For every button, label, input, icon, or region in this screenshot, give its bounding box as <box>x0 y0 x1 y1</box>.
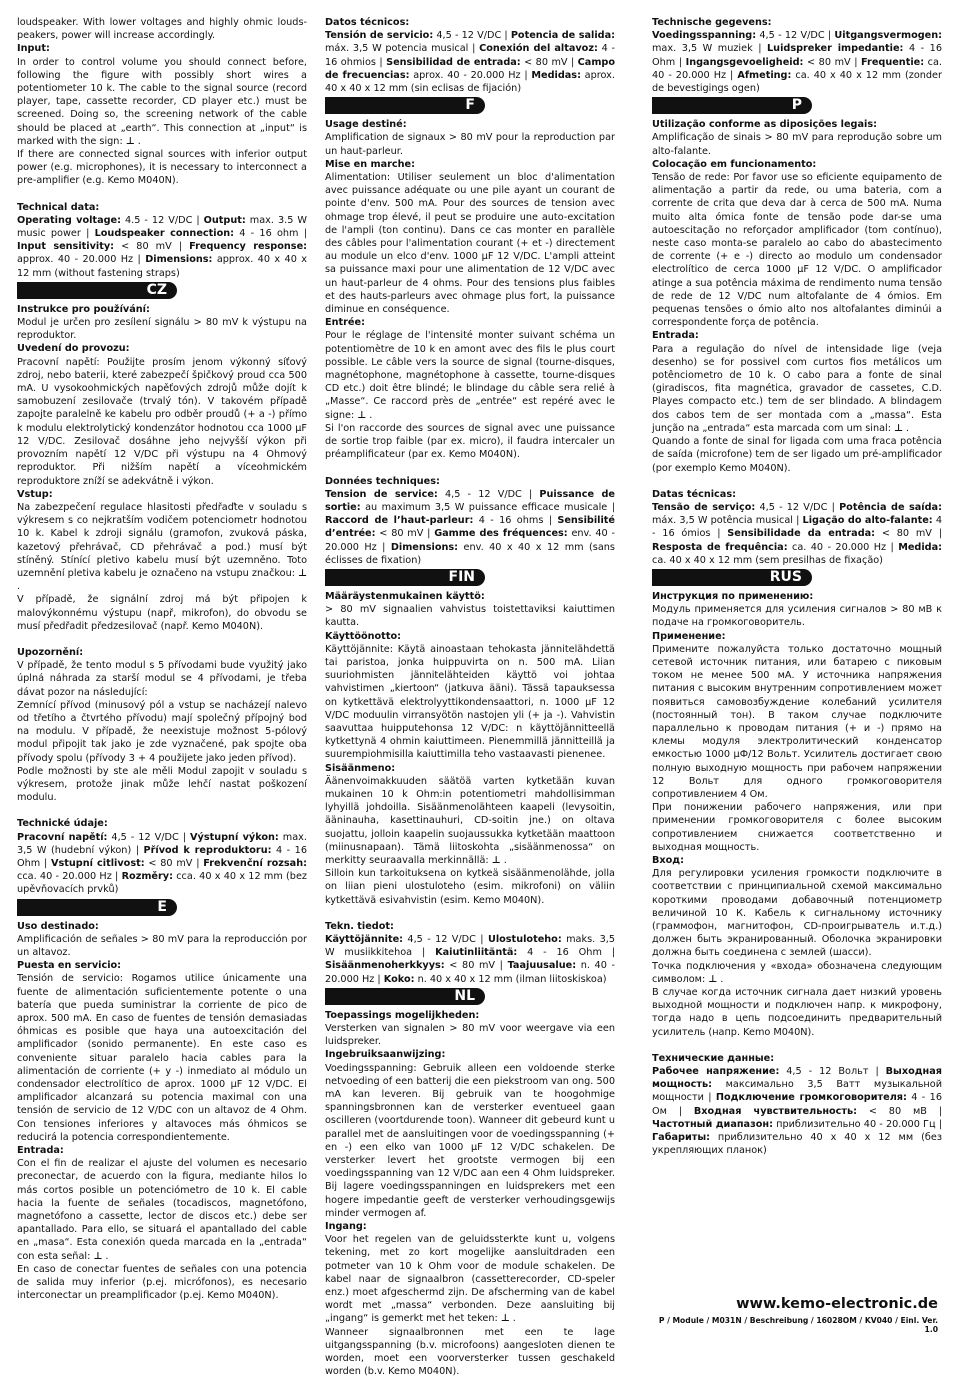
fin-input-heading: Sisäänmeno: <box>325 762 396 774</box>
spec-value: n. 40 - 20.000 Hz | <box>325 960 615 985</box>
spec-value: au maximum 3,5 W puissance efficace musicale | <box>360 501 615 513</box>
footer-document-reference: P / Module / M031N / Beschreibung / 16028OM / KV040 / Einl. Ver. 1.0 <box>658 1316 938 1334</box>
spec-key: Tensão de serviço: <box>652 501 756 513</box>
spec-value: cca. 40 x 40 x 12 mm (bez upěvňovacích prvků) <box>17 871 307 896</box>
spec-value: ca. 40 - 20.000 Hz | <box>652 56 943 81</box>
spec-value: n. 40 x 40 x 12 mm (ilman liitoskiskoa) <box>414 973 607 985</box>
spec-key: Sensibilidad de entrada: <box>386 56 521 68</box>
spec-key: Частотный диапазон: <box>652 1118 773 1130</box>
rus-run-text-1: Примените пожалуйста только достаточно мощный сетевой источник питания, или батарею с пиковым током не менее 500 мА. У источника напряжения питания с высоким внутренним сопротивлением может появиться самовозбуждение колебаний усилителя (постоянный тон). В таком случае подключите параллельно к проводам питания (+ и -) прямо на клемы модуля электролитический конденсатор емкостью 1000 µФ/12 Вольт. Усилитель достигает свою полную выходную мощность при рабочем напряжении 12 Вольт для одного громкоговорителя сопротивлением 4 Ом. <box>652 643 942 800</box>
lang-band-nl: NL <box>325 988 485 1005</box>
rus-use-heading: Инструкция по применению: <box>652 590 814 602</box>
p-use-heading: Utilização conforme as diposições legais: <box>652 119 877 131</box>
column-1 <box>17 16 307 1302</box>
lang-band-cz: CZ <box>17 282 177 299</box>
spec-key: Input sensitivity: <box>17 241 115 253</box>
p-input-text-2: Quando a fonte de sinal for ligada com uma fraca potência de saída (microfone) tem de ser ligado um pré-amplificador (por exemplo Kemo M040N). <box>652 436 942 474</box>
ground-symbol-icon: ⊥ <box>93 1250 103 1262</box>
fin-input-text-2: Silloin kun tarkoituksena on kytkeä sisäänmenolähde, jolla on liian pieni ulostuloteho (esim. mikrofoni) on väliin kytkettävä esivahvistin (esim. Kemo M040N). <box>325 868 615 906</box>
p-input-text: Para a regulação do nível de intensidade lige (veja desenho) se for possivel com curtos fios metálicos um potênciometro de 10 k. O cabo para a fonte de sinal (giradiscos, fita magnética, gravador de cassetes, C.D. Playes compacto etc.) tem de ser blindado. A blindagem dos cabos tem de ser montada com a „massa“. Esta junção na „entrada“ esta marcada com um sinal: ⊥ . <box>652 343 942 434</box>
ground-symbol-icon: ⊥ <box>357 409 367 421</box>
spec-key: Dimensions: <box>390 541 459 553</box>
spec-key: Рабочее напряжение: <box>652 1066 780 1078</box>
spec-key: Габариты: <box>652 1132 710 1144</box>
spec-value: приблизительно 40 - 20.000 Гц | <box>772 1118 942 1130</box>
spec-value: max. 3,5 W muziek | <box>652 43 767 55</box>
spec-key: Sensibilité d’entrée: <box>325 515 615 540</box>
e-run-heading: Puesta en servicio: <box>17 960 122 972</box>
e-input-text-2: En caso de conectar fuentes de señales con una potencia de salida muy inferior (p.ej. micrófonos), es necesario interconectar un preamplificador (p.ej. Kemo M040N). <box>17 1263 307 1302</box>
spec-key: Loudspeaker connection: <box>94 228 235 240</box>
f-input-heading: Entrée: <box>325 317 365 329</box>
spec-value: max. 3,5 W (hudební výkon) | <box>17 831 307 856</box>
spec-key: Gamme des fréquences: <box>434 528 568 540</box>
spec-key: Campo de frecuencias: <box>325 56 616 81</box>
ground-symbol-icon: ⊥ <box>894 422 903 434</box>
f-tech-data <box>325 488 615 567</box>
fin-use-heading: Määräystenmukainen käyttö: <box>325 590 485 602</box>
spec-key: Frequentie: <box>861 56 925 68</box>
spec-key: Resposta de frequência: <box>652 541 788 553</box>
spec-key: Operating voltage: <box>17 214 121 226</box>
spec-key: Raccord de l’haut-parleur: <box>325 515 474 527</box>
spec-key: Dimensions: <box>145 254 213 266</box>
spec-value: 4 - 16 Ом | <box>652 1092 942 1117</box>
nl-input-text: Voor het regelen van de geluidssterkte kunt u, volgens tekening, met zo kort mogelijke aansluitdraden een potmeter van 10 k Ohm voor de module schakelen. De kabel naar de signaalbron (cassetterecorder, CD-speler enz.) moet afgeschermd zijn. De afscherming van de kabel wordt met „massa“ verbonden. Deze aansluiting bij „ingang“ is gemerkt met het teken: ⊥ . <box>325 1234 615 1325</box>
en-tech-heading: Technical data: <box>17 201 100 213</box>
e-tech-heading: Datos técnicos: <box>325 17 410 28</box>
rus-tech-data <box>652 1065 942 1157</box>
ground-symbol-icon: ⊥ <box>500 1313 510 1325</box>
f-run-heading: Mise en marche: <box>325 158 416 170</box>
p-run-heading: Colocação em funcionamento: <box>652 158 817 170</box>
fin-run-text: Käyttöjännite: Käytä ainoastaan tehokasta jännitelähdettä tai paristoa, jonka huippuvirta on n. 500 mA. Liian suuriohmisten jännitelähteiden käyttö voi johtaa vahvistimen „kiertoon“ (jatkuva ääni). Tässä tapauksessa on kytkettävä elektrolyyttikondensaattori, n. 1000 µF 12 V/DC moduulin virransyötön nastojen yli (+ ja -). Vahvistin saavuttaa huipputehonsa 12 V/DC: n käyttöjännitteellä kytkettynä 4 ohmin kaiuttimeen. Pienemmillä jännitteillä ja suurempiohmisilla kaiuttimilla teho vastaavasti pienenee. <box>325 643 615 761</box>
rus-input-heading: Вход: <box>652 854 684 866</box>
p-input-heading: Entrada: <box>652 330 699 342</box>
spec-value: approx. 40 - 20.000 Hz | <box>17 254 146 266</box>
f-input-text: Pour le réglage de l'intensité monter suivant schéma un potentiomètre de 10 k en amont avec des fils le plus court possible. Le câble vers la source de signal (tourne-disques, magnétophone, magnétophone à cassette, tourne-disques CD etc.) doit être blindé; le blindage du câble sera relié à „Masse“. Ce raccord près de „entrée“ est repéré avec le signe: ⊥ . <box>325 330 615 421</box>
cz-tech-data <box>17 831 307 897</box>
ground-symbol-icon: ⊥ <box>298 567 307 579</box>
rus-run-text-2: При понижении рабочего напряжения, или при применении громкоговорителя с более высоким сопротивлением снижается соответственно и выходная мощность. <box>652 802 942 853</box>
ground-symbol-icon: ⊥ <box>125 135 135 147</box>
nl-run-text: Voedingsspanning: Gebruik alleen een voldoende sterke netvoeding of een batterij die een piekstroom van ong. 500 mA kan leveren. Bij gebruik van te hoogohmige spanningsbronnen kan de versterker eventueel gaan oscilleren (voortdurende toon). Wanneer dit gebeurd kunt u parallel met de aansluitingen voor de voedingsspanning (+ en -) een elko van 1000 µF 12 V/DC schakelen. De versterker levert het grootste vermogen bij een voedingsspanning van 12 V/DC aan een 4 Ohm luidspreker. Bij lagere voedingsspanningen en luidsprekers met een hogere impedantie geeft de versterker verhoudingsgewijs minder vermogen af. <box>325 1062 615 1219</box>
spec-value: cca. 40 - 20.000 Hz | <box>17 871 122 883</box>
spec-key: Afmeting: <box>737 69 792 81</box>
spec-key: Kaiutinliitäntä: <box>435 947 518 959</box>
spec-value: < 80 mV | <box>114 241 190 253</box>
spec-key: Ingangsgevoeligheid: <box>685 56 804 68</box>
cz-tech-heading: Technické údaje: <box>17 818 108 830</box>
spec-value: máx. 3,5 W potência musical | <box>652 515 803 527</box>
spec-key: Rozměry: <box>121 871 173 883</box>
nl-tech-heading: Technische gegevens: <box>652 17 772 28</box>
f-use-text: Amplification de signaux > 80 mV pour la reproduction par un haut-parleur. <box>325 132 615 157</box>
spec-value: < 80 мВ | <box>857 1105 943 1117</box>
cz-input-text-2: V případě, že signální zdroj má být připojen k malovýkonnému výstupu (např, mikrofon), do obvodu se musí předřadit předzesilovač (např. Kemo M040N). <box>17 594 307 632</box>
p-tech-heading: Datas técnicas: <box>652 488 736 500</box>
en-input-text: In order to control volume you should connect before, following the figure with possibly short wires a potentiometer 10 k. The cable to the signal source (record player, tape, cassette recorder, CD player etc.) must be screened. Doing so, the screening network of the cable should be placed at „earth“. This connection at „input“ is marked with the sign: ⊥ . <box>17 56 307 147</box>
ground-symbol-icon: ⊥ <box>491 854 501 866</box>
nl-input-heading: Ingang: <box>325 1221 367 1233</box>
spec-key: Выходная мощность: <box>652 1066 942 1091</box>
lang-band-f: F <box>325 97 485 114</box>
spec-key: Tensión de servicio: <box>325 30 434 42</box>
p-tech-data <box>652 501 942 567</box>
spec-key: Vstupní citlivost: <box>51 857 145 869</box>
spec-key: Входная чувствительность: <box>693 1105 858 1117</box>
lang-band-rus: RUS <box>652 569 812 586</box>
spec-value: ca. 40 - 20.000 Hz | <box>787 541 899 553</box>
spec-value: 4,5 - 12 V/DC | <box>756 30 835 42</box>
spec-value: env. 40 - 20.000 Hz | <box>325 528 615 553</box>
cz-input-text: Na zabezpečení regulace hlasitosti předřaďte v souladu s výkresem s co nejkratším vodičem potenciometr hodnotou 10 k. Kabel k zdroji signálu (gramofon, zvuková páska, kazetový přehrávač, CD přehrávač a pod.) musí být stíněný. Stínící pletivo kabelu musí být uzemněno. Toto uzemnění pletiva kabelu je označeno na vstupu značkou: ⊥ . <box>17 501 307 593</box>
e-tech-data <box>325 29 615 95</box>
column-2 <box>325 16 615 1379</box>
spec-value: maks. 3,5 W musiikkitehoa | <box>325 934 615 959</box>
rus-tech-heading: Технические данные: <box>652 1052 775 1064</box>
spec-key: Pracovní napětí: <box>17 831 108 843</box>
nl-use-heading: Toepassings mogelijkheden: <box>325 1009 480 1021</box>
spec-value: 4,5 - 12 V/DC | <box>403 934 488 945</box>
spec-value: 4 - 16 Ohm | <box>17 844 307 869</box>
cz-warning-text-1: V případě, že tento modul s 5 přívodami bude využitý jako úplná náhrada za starší modul se 4 přívodami, je třeba dávat pozor na následující: <box>17 660 307 698</box>
spec-key: Výstupní výkon: <box>190 831 279 843</box>
spec-value: 4,5 - 12 V/DC | <box>433 30 511 42</box>
spec-value: 4,5 - 12 V/DC | <box>437 488 540 500</box>
cz-use-text: Modul je určen pro zesílení signálu > 80 mV k výstupu na reproduktor. <box>17 317 307 342</box>
cz-use-heading: Instrukce pro používání: <box>17 303 150 315</box>
cz-run-heading: Uvedení do provozu: <box>17 343 130 355</box>
spec-key: Frekvenční rozsah: <box>203 857 307 869</box>
spec-key: Luidspreker impedantie: <box>767 43 904 55</box>
nl-input-text-2: Wanneer signaalbronnen met een te lage uitgangsspanning (b.v. microfoons) aangesloten dienen te worden, moet een voorversterker tussen geschakeld worden (b.v. Kemo M040N). <box>325 1326 615 1378</box>
spec-key: Подключение громкоговорителя: <box>715 1092 907 1104</box>
e-use-heading: Uso destinado: <box>17 920 99 932</box>
spec-key: Taajuusalue: <box>507 960 577 972</box>
fin-use-text: > 80 mV signaalien vahvistus toistettaviksi kaiuttimen kautta. <box>325 604 615 629</box>
spec-key: Potência de saída: <box>839 501 942 513</box>
rus-input-text-3: В случае когда источник сигнала дает низкий уровень выходной мощности и подключен напр. к микрофону, тогда надо в цепь подсоединить предварительный усилитель (напр. Kemo M040N). <box>652 987 942 1038</box>
nl-use-text: Versterken van signalen > 80 mV voor weergave via een luidspreker. <box>325 1023 615 1048</box>
rus-input-text-2: Точка подключения у «входа» обозначена следующим символом: ⊥ . <box>652 960 942 985</box>
fin-run-heading: Käyttöönotto: <box>325 630 401 642</box>
spec-value: 4 - 16 ohms | <box>473 515 558 527</box>
spec-value: < 80 mV | <box>444 960 508 972</box>
spec-value: < 80 mV | <box>144 857 204 869</box>
spec-value: 4 - 16 Ohm | <box>517 947 615 959</box>
spec-key: Koko: <box>383 973 415 985</box>
spec-key: Tension de service: <box>325 488 438 500</box>
p-use-text: Amplificação de sinais > 80 mV para reprodução sobre um alto-falante. <box>652 132 942 157</box>
spec-key: Frequency response: <box>189 241 308 253</box>
e-input-text: Con el fin de realizar el ajuste del volumen es necesario preconectar, de acuerdo con la figura, mediante hilos lo más cortos posible un potenciómetro de 10 k. El cable hacia la fuente de señales (tocadiscos, magnetófono, magnetófono a cassette, lector de discos etc.) debe ser apantallado. Para ello, se situará el apantallado del cable en „masa“. Esta conexión queda marcada en la „entrada“ con esta señal: ⊥ . <box>17 1158 307 1262</box>
spec-value: < 80 mV | <box>375 528 435 540</box>
rus-input-text-1: Для регулировки усиления громкости подключите в соответствии с принципиальной схемой максимально короткими проводами добавочный потенциометр величиной 10 К. Кабель к сигнальному источнику (граммофон, магнитофон, CD-проигрыватель и.т.д.) должен быть экранированный. Оболочка экранировки должна быть соединена с землей (шасси). <box>652 868 942 959</box>
spec-key: Medidas: <box>531 69 581 81</box>
spec-value: 4,5 - 12 V/DC | <box>107 831 191 843</box>
spec-value: 4 - 16 ómios | <box>652 515 943 540</box>
spec-value: env. 40 x 40 x 12 mm (sans éclisses de fixation) <box>325 541 615 566</box>
spec-value: ca. 40 x 40 x 12 mm (sem presilhas de fixação) <box>652 554 883 566</box>
lang-band-e: E <box>17 899 177 916</box>
f-tech-heading: Données techniques: <box>325 475 440 487</box>
spec-value: máx. 3,5 W potencia musical | <box>325 43 480 55</box>
footer-website-link[interactable]: www.kemo-electronic.de <box>736 1296 938 1312</box>
cz-warning-text-2: Zemnící přívod (minusový pól a vstup se nacházejí nalevo od třetího a čtvrtého přívodu) mají společný přípojný bod na modulu. V případě, že neexistuje možnost 5-pólový modul připojit tak jako je zde vyznačené, pak spojte oba přívody spolu (přívody 3 + 4 použijete jako jeden přívod). <box>17 699 307 764</box>
f-use-heading: Usage destiné: <box>325 119 407 131</box>
spec-key: Přívod k reproduktoru: <box>143 844 272 856</box>
spec-value: aprox. 40 - 20.000 Hz | <box>409 69 532 81</box>
nl-run-heading: Ingebruiksaanwijzing: <box>325 1049 446 1061</box>
p-run-text: Tensão de rede: Por favor use so eficiente equipamento de alimentação a partir da rede, ou uma bateria, com a corrente de crita que deva dar à cerca de 500 mA. Numa muito alta ómica fonte de tensão pode dar-se uma autoescitação no reforçador amplificador (tom contínuo), neste caso monta-se paralelo ao cabo do abastecimento de corrente (+ e -) directo ao modulo um condensador electrolítico de cerca 1000 µF 12 V/DC. O amplificador atinge a sua potência máxima de rendimento numa tensão de rede de 12 V/DC num altofalante de 4 ómios. Em pequenas tensões o ómio alto nos altofalantes diminúi a correspondente força de potência. <box>652 172 942 329</box>
spec-value: 4,5 - 12 Вольт | <box>779 1066 886 1078</box>
spec-key: Ulostuloteho: <box>487 934 562 945</box>
f-input-text-2: Si l'on raccorde des sources de signal avec une puissance de sortie trop faible (par ex. micro), il faudra intercaler un préamplificateur (par ex. Kemo M040N). <box>325 422 615 461</box>
spec-value: 4 - 16 ohmios | <box>325 43 616 68</box>
en-intro: loudspeaker. With lower voltages and highly ohmic louds-peakers, power will increase accordingly. <box>17 17 307 42</box>
rus-use-text: Модуль применяется для усиления сигналов > 80 мВ к подаче на громкоговоритель. <box>652 604 942 629</box>
spec-key: Ligação do alto-falante: <box>802 515 933 527</box>
e-run-text: Tensión de servicio: Rogamos utilice únicamente una fuente de alimentación suficientemente potente o una batería que pueda suministrar la corriente de pico de aprox. 500 mA. En caso de fuentes de tensión demasiadas óhmicas es posible que haya una autoexcitación del amplificador (sonido permanente). En este caso es conveniente situar paralelo hacia cables para la alimentación de corriente (+ y -) inmediato al módulo un condensador electrolítico de aprox. 1000 µF 12 V/DC. El amplificador alcanzará su potencia maximal con una tensión de servicio de 12 V/DC con un altavoz de 4 Ohm. Con tensiones inferiores y altavoces más óhmicos se reducirá la potencia correspondientemente. <box>17 973 307 1143</box>
fin-tech-data <box>325 933 615 986</box>
column-3 <box>652 16 942 1157</box>
cz-run-text: Pracovní napětí: Použijte prosím jenom výkonný síťový zdroj, nebo baterii, které zabezpečí špičkový proud cca 500 mA. U vysokoohmických napěťových zdrojů může dojít k samobuzení zesilovače (trvalý tón). V takovém případě zapojte paralelně ke kabelu pro odběr proudů (+ a -) přímo k modulu elektrolytický kondenzátor hodnotou cca 1000 µF 12 V/DC. Zesilovač dosáhne jeho nejvyšší výkon při provozním napětí 12 V/DC při výstupu na 4 Ohmový reproduktor. Při nižším napětí a víceohmickém reproduktore zníží se adekvátně i výkon. <box>17 356 307 487</box>
en-input-text-2: If there are connected signal sources with inferior output power (e.g. microphones), it is necessary to interconnect a pre-amplifier (e.g. Kemo M040N). <box>17 149 307 187</box>
spec-value: 4 - 16 ohm | <box>234 228 307 240</box>
spec-key: Sisäänmenoherkkyys: <box>325 960 445 972</box>
spec-value: 4,5 - 12 V/DC | <box>755 501 840 513</box>
spec-key: Potencia de salida: <box>510 30 615 42</box>
spec-value: 4 - 16 Ohm | <box>652 43 942 68</box>
spec-value: ca. 40 x 40 x 12 mm (zonder de bevestigings ogen) <box>652 69 943 95</box>
en-input-heading: Input: <box>17 43 50 55</box>
spec-key: Puissance de sortie: <box>325 488 615 513</box>
e-input-heading: Entrada: <box>17 1145 64 1157</box>
spec-value: < 80 mV | <box>803 56 862 68</box>
e-use-text: Amplificación de señales > 80 mV para la reproducción por un altavoz. <box>17 933 307 958</box>
spec-value: < 80 mV | <box>520 56 578 68</box>
spec-value: < 80 mV | <box>875 528 942 540</box>
f-run-text: Alimentation: Utiliser seulement un bloc d'alimentation avec puissance adéquate ou une pile ayant un courant de pointe d'env. 500 mA. Pour des sources de tension avec ohmage trop élevé, il peut se produire une auto-excitation de l'ampli (ton continu). Dans ce cas monter en parallèle des câbles pour l'alimentation courant (+ et -) directement au module un elco d'env. 1000 µF 12 V/DC. L'ampli atteint sa puissance maxi pour une alimentation de 12 V/DC avec un haut-parleur de 4 ohms. Pour des tensions plus faibles et des hauts-parleurs avec ohmage plus fort, la puissance diminue en conséquence. <box>325 172 615 316</box>
lang-band-p: P <box>652 97 812 114</box>
lang-band-fin: FIN <box>325 569 485 586</box>
en-tech-data <box>17 214 307 280</box>
nl-tech-data <box>652 29 942 95</box>
spec-value: approx. 40 x 40 x 12 mm (without fastening straps) <box>17 254 307 279</box>
ground-symbol-icon: ⊥ <box>708 973 718 985</box>
spec-key: Uitgangsvermogen: <box>834 30 942 42</box>
fin-tech-heading: Tekn. tiedot: <box>325 920 394 932</box>
spec-key: Voedingsspanning: <box>652 30 757 42</box>
spec-value: 4.5 - 12 V/DC | <box>120 214 204 226</box>
spec-value: max. 3.5 W music power | <box>17 214 307 240</box>
cz-input-heading: Vstup: <box>17 488 53 500</box>
cz-warning-text-3: Podle možnosti by ste ale měli Modul zapojit v souladu s výkresem, protože jinak může lehčí nastat poškození modulu. <box>17 765 307 804</box>
spec-key: Käyttöjännite: <box>325 934 404 945</box>
spec-value: aprox. 40 x 40 x 12 mm (sin eclisas de fijación) <box>325 69 615 95</box>
spec-key: Output: <box>203 214 246 226</box>
spec-key: Medida: <box>898 541 942 553</box>
fin-input-text: Äänenvoimakkuuden säätöä varten kytketään kuvan mukainen 10 k Ohm:in potentiometri mahdollisimman lyhyillä johdoilla. Sisäänmenolähteen kaapeli (levysoitin, ääninauha, kasettinauhuri, CD-soitin jne.) on oltava suojattu, jolloin kaapelin suojaussukka kytketään maattoon (miinusnapaan). Tämä liitoskohta „sisäänmenossa“ on merkitty seuraavalla merkinnällä: ⊥ . <box>325 775 615 866</box>
spec-value: приблизительно 40 x 40 x 12 мм (без укрепляющих планок) <box>652 1132 942 1157</box>
rus-run-heading: Применение: <box>652 630 726 642</box>
spec-key: Sensibilidade da entrada: <box>727 528 876 540</box>
cz-warning-heading: Upozornění: <box>17 646 84 658</box>
spec-key: Conexión del altavoz: <box>479 43 598 55</box>
spec-value: максимально 3,5 Ватт музыкальной мощности | <box>652 1079 942 1104</box>
